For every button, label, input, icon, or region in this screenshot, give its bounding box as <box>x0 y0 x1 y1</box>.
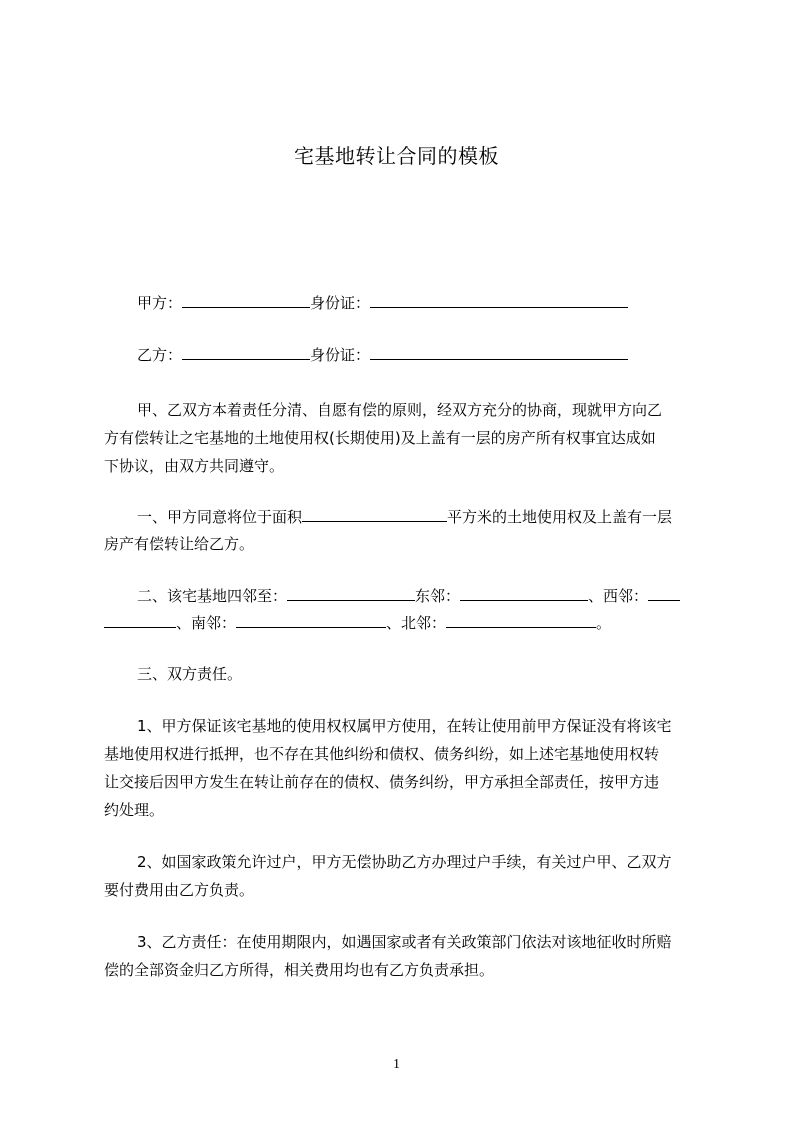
page-number: 1 <box>393 1057 400 1072</box>
clause-1-part-1: 一、甲方同意将位于面积 <box>137 508 303 526</box>
area-blank <box>302 506 447 522</box>
item-2-line-1: 2、如国家政策允许过户，甲方无偿协助乙方办理过户手续，有关过户甲、乙双方 <box>137 853 672 871</box>
intro-line-3: 下协议，由双方共同遵守。 <box>104 457 285 475</box>
item-3-line-1: 3、乙方责任：在使用期限内，如遇国家或者有关政策部门依法对该地征收时所赔 <box>137 933 672 951</box>
party-a-line <box>137 292 628 313</box>
north-blank <box>446 612 596 628</box>
south-label: 、南邻： <box>176 614 237 632</box>
east-blank <box>460 585 588 601</box>
clause-1-part-2: 平方米的土地使用权及上盖有一层 <box>447 508 673 526</box>
clause-2-line-2 <box>104 612 611 633</box>
clause-1-line-1 <box>137 506 672 527</box>
party-a-id-label: 身份证： <box>310 294 371 312</box>
west-blank-end <box>104 612 176 628</box>
clause-3-heading: 三、双方责任。 <box>137 665 243 683</box>
document-title: 宅基地转让合同的模板 <box>294 144 499 168</box>
intro-line-1: 甲、乙双方本着责任分清、自愿有偿的原则，经双方充分的协商，现就甲方向乙 <box>137 401 663 419</box>
party-a-label: 甲方： <box>137 294 183 312</box>
north-label: 、北邻： <box>386 614 447 632</box>
west-blank-start <box>648 585 680 601</box>
south-blank <box>236 612 386 628</box>
clause-1-line-2: 房产有偿转让给乙方。 <box>104 535 255 553</box>
party-b-id-label: 身份证： <box>310 346 371 364</box>
item-3-line-2: 偿的全部资金归乙方所得，相关费用均也有乙方负责承担。 <box>104 961 495 979</box>
clause-2-line-1 <box>137 585 680 606</box>
item-1-line-4: 约处理。 <box>104 801 165 819</box>
party-b-label: 乙方： <box>137 346 183 364</box>
west-label: 、西邻： <box>588 587 649 605</box>
east-label: 东邻： <box>415 587 461 605</box>
party-a-id-blank <box>370 292 628 308</box>
party-b-name-blank <box>182 344 310 360</box>
intro-line-2: 方有偿转让之宅基地的土地使用权(长期使用)及上盖有一层的房产所有权事宜达成如 <box>104 429 656 447</box>
item-1-line-2: 基地使用权进行抵押，也不存在其他纠纷和债权、债务纠纷，如上述宅基地使用权转 <box>104 745 660 763</box>
party-a-name-blank <box>182 292 310 308</box>
clause-2-end: 。 <box>596 614 612 632</box>
item-2-line-2: 要付费用由乙方负责。 <box>104 881 255 899</box>
item-1-line-3: 让交接后因甲方发生在转让前存在的债权、债务纠纷，甲方承担全部责任，按甲方违 <box>104 773 660 791</box>
boundaries-blank <box>287 585 415 601</box>
party-b-id-blank <box>370 344 628 360</box>
party-b-line <box>137 344 628 365</box>
item-1-line-1: 1、甲方保证该宅基地的使用权权属甲方使用，在转让使用前甲方保证没有将该宅 <box>137 717 672 735</box>
clause-2-part-1: 二、该宅基地四邻至： <box>137 587 288 605</box>
